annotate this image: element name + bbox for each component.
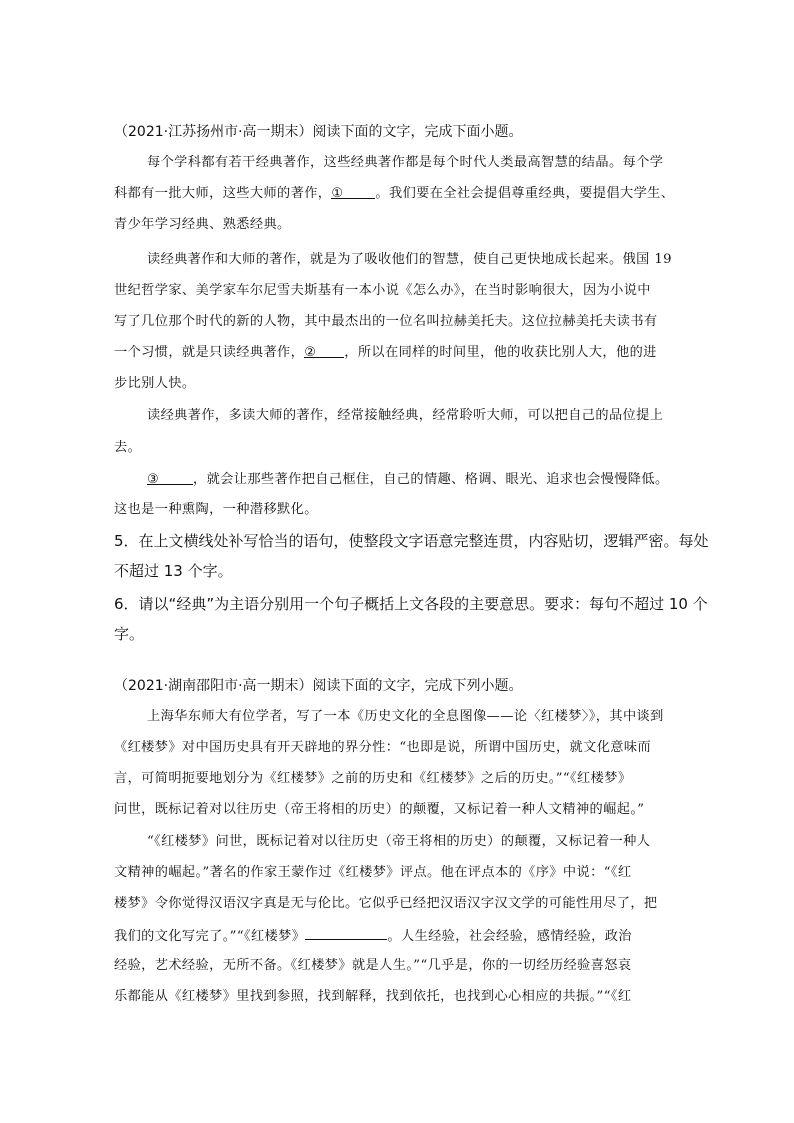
s2-p2-line3: 楼梦》令你觉得汉语汉字真是无与伦比。它似乎已经把汉语汉字汉文学的可能性用尽了，把 — [114, 896, 658, 911]
s1-p2-line3: 写了几位那个时代的新的人物，其中最杰出的一位名叫拉赫美托夫。这位拉赫美托夫读书有 — [114, 314, 658, 329]
question-6-line2: 字。 — [114, 625, 145, 643]
question-5-line1: 5．在上文横线处补写恰当的语句，使整段文字语意完整连贯，内容贴切，逻辑严密。每处 — [114, 532, 709, 550]
blank-2-number: ② — [304, 345, 317, 360]
s2-p1-line1: 上海华东师大有位学者，写了一本《历史文化的全息图像——论〈红楼梦〉》，其中谈到 — [147, 709, 664, 724]
s2-p2-line1: “《红楼梦》问世，既标记着对以往历史（帝王将相的历史）的颠覆，又标记着一种人 — [147, 834, 651, 849]
question-5-line2: 不超过 13 个字。 — [114, 562, 233, 580]
section-2-header: （2021·湖南邵阳市·高一期末）阅读下面的文字，完成下列小题。 — [114, 678, 523, 694]
s1-p1-line2 — [114, 184, 674, 204]
s2-p1-line4: 问世，既标记着对以往历史（帝王将相的历史）的颠覆，又标记着一种人文精神的崛起。” — [114, 802, 645, 817]
blank-3[interactable] — [147, 470, 193, 485]
section-1-header: （2021·江苏扬州市·高一期末）阅读下面的文字，完成下面小题。 — [114, 124, 523, 140]
s2-p2-line4-text: 我们的文化写完了。”“《红楼梦》 — [114, 929, 306, 944]
s2-p2-line4-text-b: 。人生经验，社会经验，感情经验，政治 — [387, 929, 632, 944]
s1-p4-line2: 这也是一种熏陶，一种潜移默化。 — [114, 502, 318, 517]
s1-p1-line1: 每个学科都有若干经典著作，这些经典著作都是每个时代人类最高智慧的结晶。每个学 — [147, 155, 664, 170]
s1-p1-line3: 青少年学习经典、熟悉经典。 — [114, 217, 291, 232]
s1-p2-line4-text: 一个习惯，就是只读经典著作， — [114, 345, 305, 360]
s1-p2-line4 — [114, 343, 657, 363]
s2-p2-line2: 文精神的崛起。”著名的作家王蒙作过《红楼梦》评点。他在评点本的《序》中说：“《红 — [114, 865, 632, 880]
s1-p4-line1-text: ，就会让那些著作把自己框住，自己的情趣、格调、眼光、追求也会慢慢降低。 — [193, 472, 669, 487]
s1-p2-line5: 步比别人快。 — [114, 376, 196, 391]
s2-p1-line3: 言，可简明扼要地划分为《红楼梦》之前的历史和《红楼梦》之后的历史。”“《红楼梦》 — [114, 771, 632, 786]
blank-1[interactable] — [331, 184, 375, 199]
s2-p1-line2: 《红楼梦》对中国历史具有开天辟地的界分性：“也即是说，所谓中国历史，就文化意味而 — [114, 740, 652, 755]
s1-p4-line1 — [147, 470, 669, 490]
blank-1-number: ① — [331, 186, 344, 201]
s1-p3-line2: 去。 — [114, 440, 142, 455]
s1-p3-line1: 读经典著作，多读大师的著作，经常接触经典，经常聆听大师，可以把自己的品位提上 — [147, 408, 664, 423]
blank-3-number: ③ — [147, 472, 160, 487]
blank-2[interactable] — [304, 343, 344, 358]
s1-p2-line1: 读经典著作和大师的著作，就是为了吸收他们的智慧，使自己更快地成长起来。俄国 19 — [147, 252, 672, 267]
s2-p2-line6: 乐都能从《红楼梦》里找到参照，找到解释，找到依托，也找到心心相应的共振。”“《红 — [114, 989, 632, 1004]
s2-p2-line5: 经验，艺术经验，无所不备。《红楼梦》就是人生。”“几乎是，你的一切经历经验喜怒哀 — [114, 958, 632, 973]
s1-p1-line2-text-b: 。我们要在全社会提倡尊重经典，要提倡大学生、 — [375, 186, 675, 201]
s1-p1-line2-text: 科都有一批大师，这些大师的著作， — [114, 186, 332, 201]
s2-p2-line4 — [114, 925, 632, 947]
s1-p2-line2: 世纪哲学家、美学家车尔尼雪夫斯基有一本小说《怎么办》，在当时影响很大，因为小说中 — [114, 283, 651, 298]
blank-4[interactable] — [305, 925, 387, 940]
s1-p2-line4-text-b: ，所以在同样的时间里，他的收获比别人大，他的进 — [344, 345, 657, 360]
question-6-line1: 6．请以“经典”为主语分别用一个句子概括上文各段的主要意思。要求：每句不超过 10 个 — [114, 595, 708, 613]
